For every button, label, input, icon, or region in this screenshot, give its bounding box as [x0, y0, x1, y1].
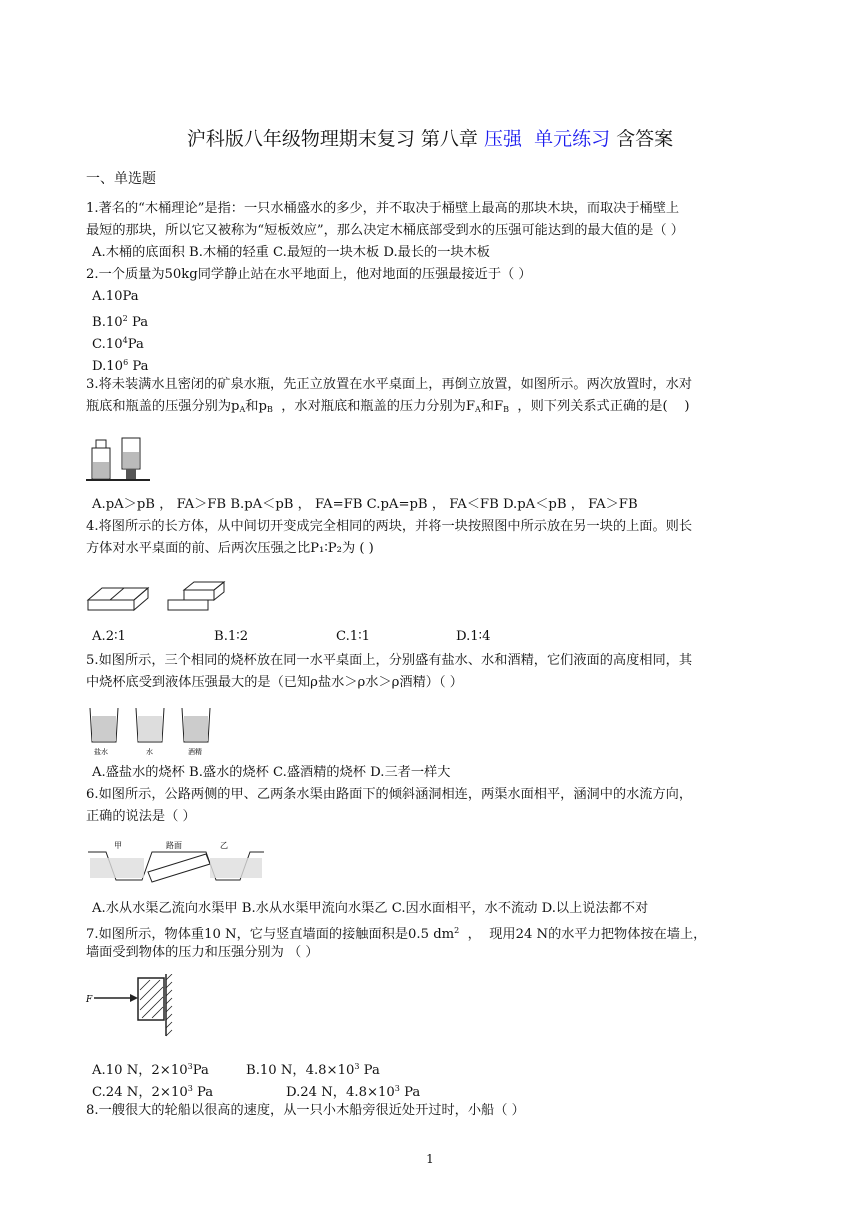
- q7-option-d: D.24 N，$4.8\times 10^3$ Pa: [286, 1084, 421, 1100]
- q1-stem-line2: 最短的那块，所以它又被称为“短板效应”，那么决定木桶底部受到水的压强可能达到的最大值的是（ ）: [86, 223, 684, 238]
- beaker-label-water: 水: [146, 748, 153, 756]
- q2-option-a: A.10Pa: [92, 289, 139, 304]
- q7-option-a: A.10 N，$2\times 10^3Pa$: [92, 1062, 209, 1078]
- q4-option-c: C.1∶1: [336, 629, 371, 644]
- beaker-label-saltwater: 盐水: [94, 748, 108, 756]
- q3-stem-line1: 3.将未装满水且密闭的矿泉水瓶，先正立放置在水平桌面上，再倒立放置，如图所示。两次放置时，水对: [86, 377, 693, 392]
- force-label: F: [86, 995, 93, 1005]
- q8-stem: 8.一艘很大的轮船以很高的速度，从一只小木船旁很近处开过时，小船（ ）: [86, 1103, 525, 1118]
- road-label: 路面: [166, 841, 182, 850]
- block-figure: [86, 576, 236, 616]
- q4-stem-line2: 方体对水平桌面的前、后两次压强之比P₁∶P₂为 ( ): [86, 541, 374, 556]
- q7-option-c: C.24 N，$2\times 10^3$ Pa: [92, 1084, 214, 1100]
- wall-force-figure: [84, 974, 184, 1038]
- canal-label-yi: 乙: [220, 841, 228, 850]
- culvert-figure: [86, 836, 266, 892]
- q4-option-b: B.1∶2: [214, 629, 249, 644]
- page-title: 沪科版八年级物理期末复习 第八章 压强 单元练习 含答案: [186, 128, 674, 150]
- q7-stem-line1: 7.如图所示，物体重10 N，它与竖直墙面的接触面积是0.5 $dm^2$ ， 现用24 N的水平力把物体按在墙上，: [86, 926, 707, 942]
- q4-option-d: D.1∶4: [456, 629, 491, 644]
- q6-options: A.水从水渠乙流向水渠甲 B.水从水渠甲流向水渠乙 C.因水面相平，水不流动 D.以上说法都不对: [92, 901, 649, 916]
- q1-options: A.木桶的底面积 B.木桶的轻重 C.最短的一块木板 D.最长的一块木板: [92, 245, 490, 260]
- q6-stem-line2: 正确的说法是（ ）: [86, 809, 196, 824]
- q3-stem-line2: 瓶底和瓶盖的压强分别为$p_A$和$p_B$ ，水对瓶底和瓶盖的压力分别为$F_A$和$F_B$ ，则下列关系式正确的是( ): [86, 399, 690, 414]
- q2-option-d: $D.10^6$ Pa: [92, 358, 149, 374]
- q4-stem-line1: 4.将图所示的长方体，从中间切开变成完全相同的两块，并将一块按照图中所示放在另一块的上面。则长: [86, 519, 693, 534]
- q5-stem-line2: 中烧杯底受到液体压强最大的是（已知ρ盐水＞ρ水＞ρ酒精）（ ）: [86, 675, 463, 690]
- beaker-label-alcohol: 酒精: [188, 748, 202, 756]
- q7-option-b: B.10 N，$4.8\times 10^3$ Pa: [246, 1062, 380, 1078]
- q2-option-b: $B.10^2$ Pa: [92, 314, 149, 330]
- q3-options: A.pA＞pB ， FA＞FB B.pA＜pB ， FA=FB C.pA=pB ， FA＜FB D.pA＜pB ， FA＞FB: [92, 497, 638, 512]
- q6-stem-line1: 6.如图所示，公路两侧的甲、乙两条水渠由路面下的倾斜涵洞相连，两渠水面相平，涵洞中的水流方向，: [86, 787, 693, 802]
- canal-label-jia: 甲: [114, 841, 122, 850]
- q5-options: A.盛盐水的烧杯 B.盛水的烧杯 C.盛酒精的烧杯 D.三者一样大: [92, 765, 451, 780]
- q7-stem-line2: 墙面受到物体的压力和压强分别为 （ ）: [86, 945, 319, 960]
- bottle-figure: [86, 430, 152, 486]
- q5-stem-line1: 5.如图所示，三个相同的烧杯放在同一水平桌面上，分别盛有盐水、水和酒精，它们液面的高度相同，其: [86, 653, 693, 668]
- q2-stem: 2.一个质量为50kg同学静止站在水平地面上，他对地面的压强最接近于（ ）: [86, 267, 532, 282]
- q4-option-a: A.2∶1: [92, 629, 126, 644]
- page-number: 1: [426, 1152, 434, 1166]
- q2-option-c: $C.10^4Pa$: [92, 336, 144, 352]
- section-heading: 一、单选题: [86, 171, 156, 187]
- q1-stem-line1: 1.著名的“木桶理论”是指：一只水桶盛水的多少，并不取决于桶壁上最高的那块木块，而取决于桶壁上: [86, 201, 680, 216]
- beaker-figure: [86, 704, 216, 756]
